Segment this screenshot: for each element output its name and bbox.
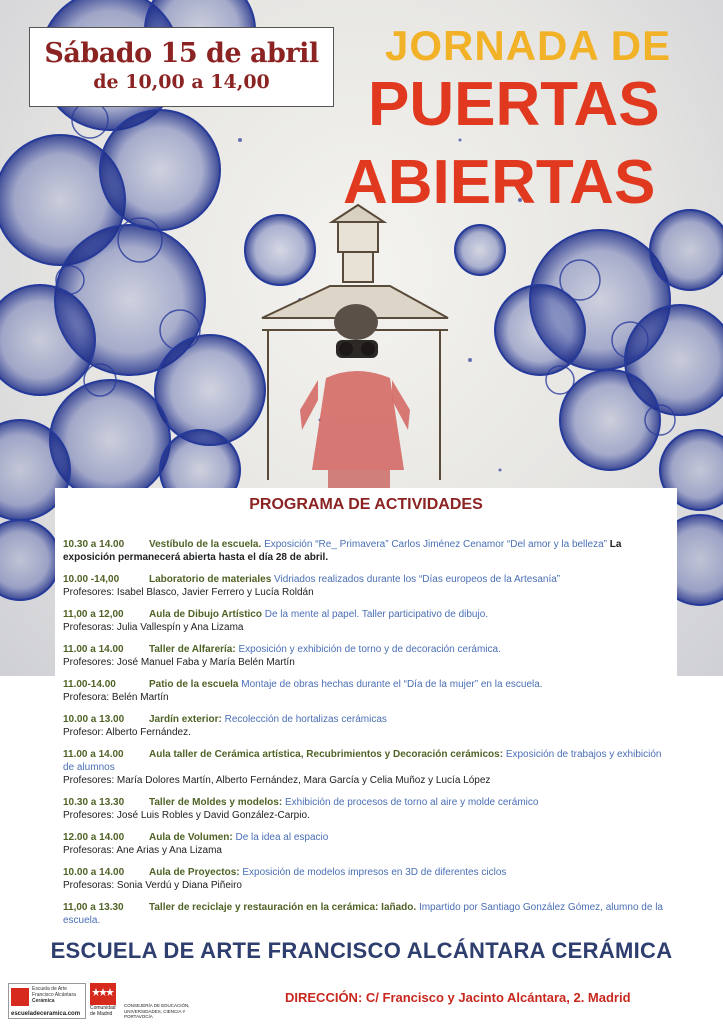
activity-detail: Exposición de modelos impresos en 3D de diferentes ciclos: [242, 867, 507, 878]
activity-detail: Vidriados realizados durante los “Días europeos de la Artesanía”: [274, 574, 561, 585]
program-panel: [55, 488, 677, 938]
activity-detail: Exposición “Re_ Primavera” Carlos Jiménez Cenamor “Del amor y la belleza”: [264, 539, 607, 550]
activity-detail: Recolección de hortalizas cerámicas: [224, 714, 387, 725]
title-abiertas: ABIERTAS: [343, 148, 656, 217]
activity-teachers: Profesora: Belén Martín: [63, 692, 169, 703]
activity-note: La exposición permanecerá abierta hasta el día 28 de abril.: [63, 539, 622, 563]
school-address: DIRECCIÓN: C/ Francisco y Jacinto Alcántara, 2. Madrid: [285, 990, 631, 1005]
activity-teachers: Profesores: José Luis Robles y David González-Carpio.: [63, 810, 310, 821]
activity-item: [63, 713, 671, 739]
activity-item: [63, 831, 671, 857]
title-puertas: PUERTAS: [368, 70, 660, 139]
activity-detail: Exposición y exhibición de torno y de decoración cerámica.: [238, 644, 501, 655]
logo-line: Escuela de Arte: [32, 986, 68, 992]
activity-time: 10.30 a 13.30: [63, 797, 125, 808]
date-box: [29, 27, 334, 107]
program-heading: PROGRAMA DE ACTIVIDADES: [249, 496, 483, 513]
activity-detail: Exhibición de procesos de torno al aire y molde cerámico: [284, 797, 539, 808]
activity-item: [63, 901, 671, 927]
activity-place: Taller de reciclaje y restauración en la cerámica: Iañado.: [149, 902, 417, 913]
consejeria-label: CONSEJERÍA DE EDUCACIÓN, UNIVERSIDADES, CIENCIA Y PORTAVOCÍA: [124, 1003, 190, 1019]
activity-time: 12.00 a 14.00: [63, 832, 125, 843]
activity-place: Jardín exterior:: [149, 714, 222, 725]
event-time: de 10,00 a 14,00: [93, 71, 270, 93]
activity-detail: Exposición de trabajos y exhibición de alumnos: [63, 749, 662, 773]
activity-detail: Impartido por Santiago González Gómez, alumno de la escuela.: [63, 902, 663, 926]
activity-item: [63, 796, 671, 822]
madrid-label: Comunidad de Madrid: [90, 1005, 116, 1017]
activity-time: 11,00 a 12,00: [63, 609, 124, 620]
activity-item: [63, 608, 671, 634]
school-logo: [8, 983, 86, 1019]
activity-item: [63, 748, 671, 787]
figure-with-binoculars: [300, 304, 410, 488]
activity-detail: De la idea al espacio: [235, 832, 329, 843]
activity-time: 10.00 a 13.00: [63, 714, 125, 725]
activity-item: [63, 538, 671, 564]
school-name: ESCUELA DE ARTE FRANCISCO ALCÁNTARA CERÁMICA: [50, 938, 673, 963]
activity-teachers: Profesores: José Manuel Faba y María Belén Martín: [63, 657, 295, 668]
activity-item: [63, 866, 671, 892]
activity-time: 10.00 -14,00: [63, 574, 120, 585]
activity-place: Taller de Alfarería:: [149, 644, 236, 655]
madrid-logo: [90, 983, 120, 1019]
activity-time: 10.30 a 14.00: [63, 539, 125, 550]
activity-place: Aula de Proyectos:: [149, 867, 240, 878]
school-url: escueladeceramica.com: [11, 1011, 81, 1017]
activity-item: [63, 573, 671, 599]
activity-list: [63, 538, 671, 936]
activity-time: 11.00 a 14.00: [63, 749, 124, 760]
activity-time: 11,00 a 13.30: [63, 902, 124, 913]
event-date: Sábado 15 de abril: [44, 38, 319, 69]
activity-place: Patio de la escuela: [149, 679, 239, 690]
activity-teachers: Profesoras: Ane Arias y Ana Lizama: [63, 845, 222, 856]
activity-teachers: Profesoras: Julia Vallespín y Ana Lizama: [63, 622, 244, 633]
title-jornada: JORNADA DE: [385, 22, 672, 69]
activity-detail: De la mente al papel. Taller participativo de dibujo.: [264, 609, 489, 620]
activity-teachers: Profesor: Alberto Fernández.: [63, 727, 191, 738]
activity-place: Aula de Volumen:: [149, 832, 233, 843]
logo-line: Francisco Alcántara: [32, 992, 76, 998]
activity-time: 10.00 a 14.00: [63, 867, 125, 878]
activity-detail: Montaje de obras hechas durante el “Día de la mujer” en la escuela.: [241, 679, 543, 690]
activity-place: Aula de Dibujo Artístico: [149, 609, 262, 620]
activity-teachers: Profesoras: Sonia Verdú y Diana Piñeiro: [63, 880, 242, 891]
activity-place: Vestíbulo de la escuela.: [149, 539, 262, 550]
activity-place: Taller de Moldes y modelos:: [149, 797, 283, 808]
school-logo-mark-icon: [11, 988, 29, 1006]
madrid-flag-icon: [90, 983, 116, 1005]
activity-item: [63, 678, 671, 704]
activity-item: [63, 643, 671, 669]
activity-place: Aula taller de Cerámica artística, Recubrimientos y Decoración cerámicos:: [149, 749, 504, 760]
activity-time: 11.00-14.00: [63, 679, 116, 690]
activity-teachers: Profesores: Isabel Blasco, Javier Ferrero y Lucía Roldán: [63, 587, 314, 598]
activity-time: 11.00 a 14.00: [63, 644, 124, 655]
activity-teachers: Profesores: María Dolores Martín, Alberto Fernández, Mara García y Celia Muñoz y Lucía López: [63, 775, 491, 786]
logo-line: Cerámica: [32, 998, 55, 1004]
activity-place: Laboratorio de materiales: [149, 574, 272, 585]
